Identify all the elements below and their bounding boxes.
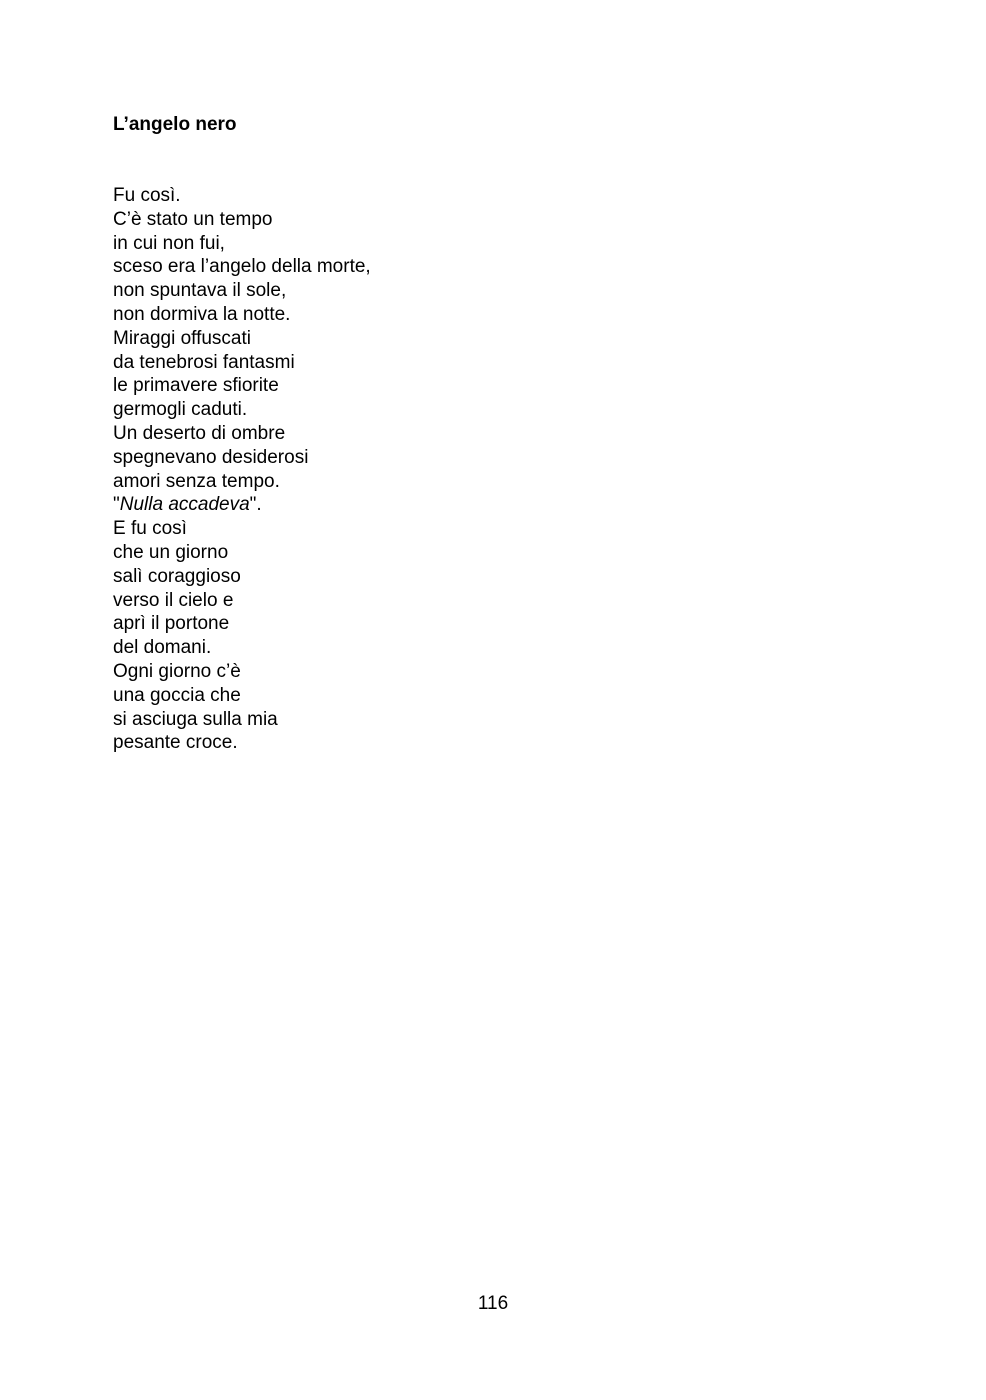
quote-italic-text: Nulla accadeva xyxy=(119,494,250,516)
poem-line: del domani. xyxy=(113,637,212,659)
poem-line: amori senza tempo. xyxy=(113,470,280,492)
poem-line: in cui non fui, xyxy=(113,232,225,254)
poem-line: da tenebrosi fantasmi xyxy=(113,351,295,373)
poem-line: verso il cielo e xyxy=(113,589,234,611)
poem-line: che un giorno xyxy=(113,541,229,563)
page-number: 116 xyxy=(477,1293,509,1314)
quote-open: " xyxy=(113,494,120,516)
poem-line: non dormiva la notte. xyxy=(113,303,291,325)
poem-line: una goccia che xyxy=(113,684,241,706)
poem-line: salì coraggioso xyxy=(113,565,241,587)
poem-line: non spuntava il sole, xyxy=(113,280,287,302)
quote-close: ". xyxy=(249,494,262,516)
poem-line: pesante croce. xyxy=(113,732,238,754)
poem-line: C’è stato un tempo xyxy=(113,208,273,230)
poem-line-quote xyxy=(113,493,371,517)
poem-line: Un deserto di ombre xyxy=(113,422,286,444)
poem-line: le primavere sfiorite xyxy=(113,375,279,397)
poem-line: Fu così. xyxy=(113,185,181,206)
poem-body xyxy=(113,184,371,755)
poem-line: germogli caduti. xyxy=(113,399,248,421)
poem-line: E fu così xyxy=(113,518,187,540)
poem-line: aprì il portone xyxy=(113,613,230,635)
poem-line: sceso era l’angelo della morte, xyxy=(113,256,371,278)
poem-line: Miraggi offuscati xyxy=(113,327,251,349)
poem-line: spegnevano desiderosi xyxy=(113,446,309,468)
poem-line: si asciuga sulla mia xyxy=(113,708,278,730)
poem-line: Ogni giorno c’è xyxy=(113,660,241,682)
poem-title: L’angelo nero xyxy=(113,114,237,135)
